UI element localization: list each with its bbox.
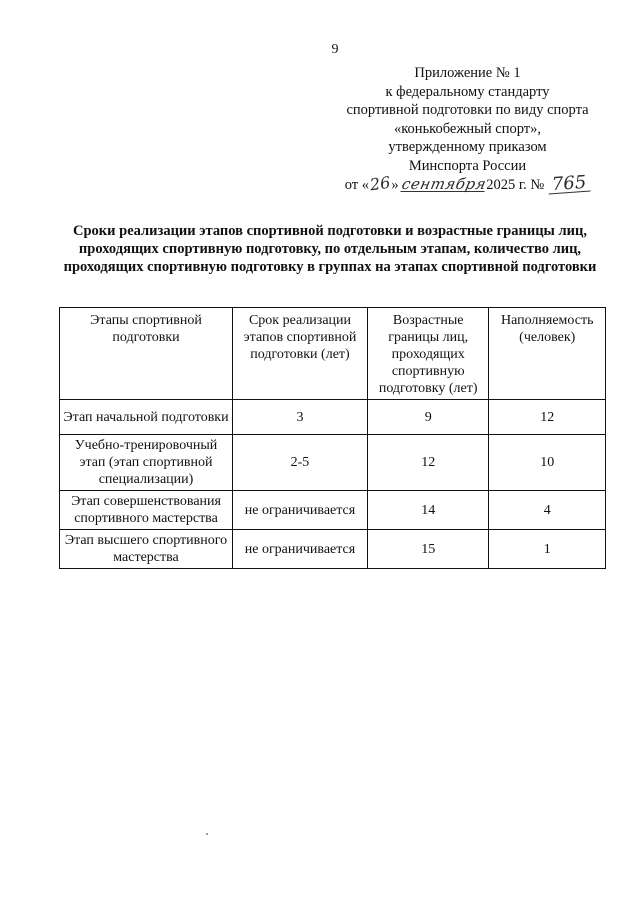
stage-name: Учебно-тренировочный этап (этап спортивной специализации)	[60, 435, 233, 491]
stages-table	[59, 307, 606, 569]
appendix-line-approved: утвержденному приказом	[388, 139, 547, 155]
stage-name: Этап высшего спортивного мастерства	[60, 530, 233, 569]
stage-age: 9	[367, 400, 489, 435]
header-occupancy: Наполняемость (человек)	[489, 308, 606, 400]
stage-age: 15	[367, 530, 489, 569]
stage-occupancy: 1	[489, 530, 606, 569]
page-number: 9	[331, 42, 339, 57]
handwritten-order-number: 765	[547, 175, 590, 195]
stage-duration: 2-5	[233, 435, 368, 491]
stage-occupancy: 12	[489, 400, 606, 435]
handwritten-day: 26	[368, 172, 392, 195]
order-date-line	[340, 171, 595, 196]
date-prefix: от «	[344, 177, 369, 193]
date-year-and-number-label: 2025 г. №	[486, 177, 545, 193]
appendix-title: Приложение № 1	[414, 65, 521, 81]
table-row	[60, 530, 606, 569]
stage-name: Этап совершенствования спортивного мастерства	[60, 491, 233, 530]
stage-age: 14	[367, 491, 489, 530]
stage-duration: не ограничивается	[233, 530, 368, 569]
handwritten-month: сентября	[400, 175, 489, 193]
stage-age: 12	[367, 435, 489, 491]
stage-duration: 3	[233, 400, 368, 435]
header-age-limits: Возрастные границы лиц, проходящих спортивную подготовку (лет)	[367, 308, 489, 400]
appendix-line-sport: спортивной подготовки по виду спорта	[346, 102, 589, 118]
appendix-block	[340, 64, 595, 195]
header-duration: Срок реализации этапов спортивной подготовки (лет)	[233, 308, 368, 400]
appendix-line-sport-name: «конькобежный спорт»,	[394, 120, 541, 137]
stage-duration: не ограничивается	[233, 491, 368, 530]
header-stages: Этапы спортивной подготовки	[60, 308, 233, 400]
table-row	[60, 435, 606, 491]
document-heading: Сроки реализации этапов спортивной подготовки и возрастные границы лиц, проходящих спортивную подготовку, по отдельным этапам, количество лиц, проходящих спортивную подготовку в группах на этапах спортивной подготовки	[63, 223, 597, 275]
table-row	[60, 400, 606, 435]
date-quote-close: »	[391, 177, 399, 193]
table-header-row	[60, 308, 606, 400]
stage-occupancy: 10	[489, 435, 606, 491]
appendix-line-standard: к федеральному стандарту	[385, 83, 550, 100]
appendix-line-ministry: Минспорта России	[408, 157, 527, 174]
scan-speck	[206, 833, 208, 835]
stage-name: Этап начальной подготовки	[60, 400, 233, 435]
stage-occupancy: 4	[489, 491, 606, 530]
table-row	[60, 491, 606, 530]
